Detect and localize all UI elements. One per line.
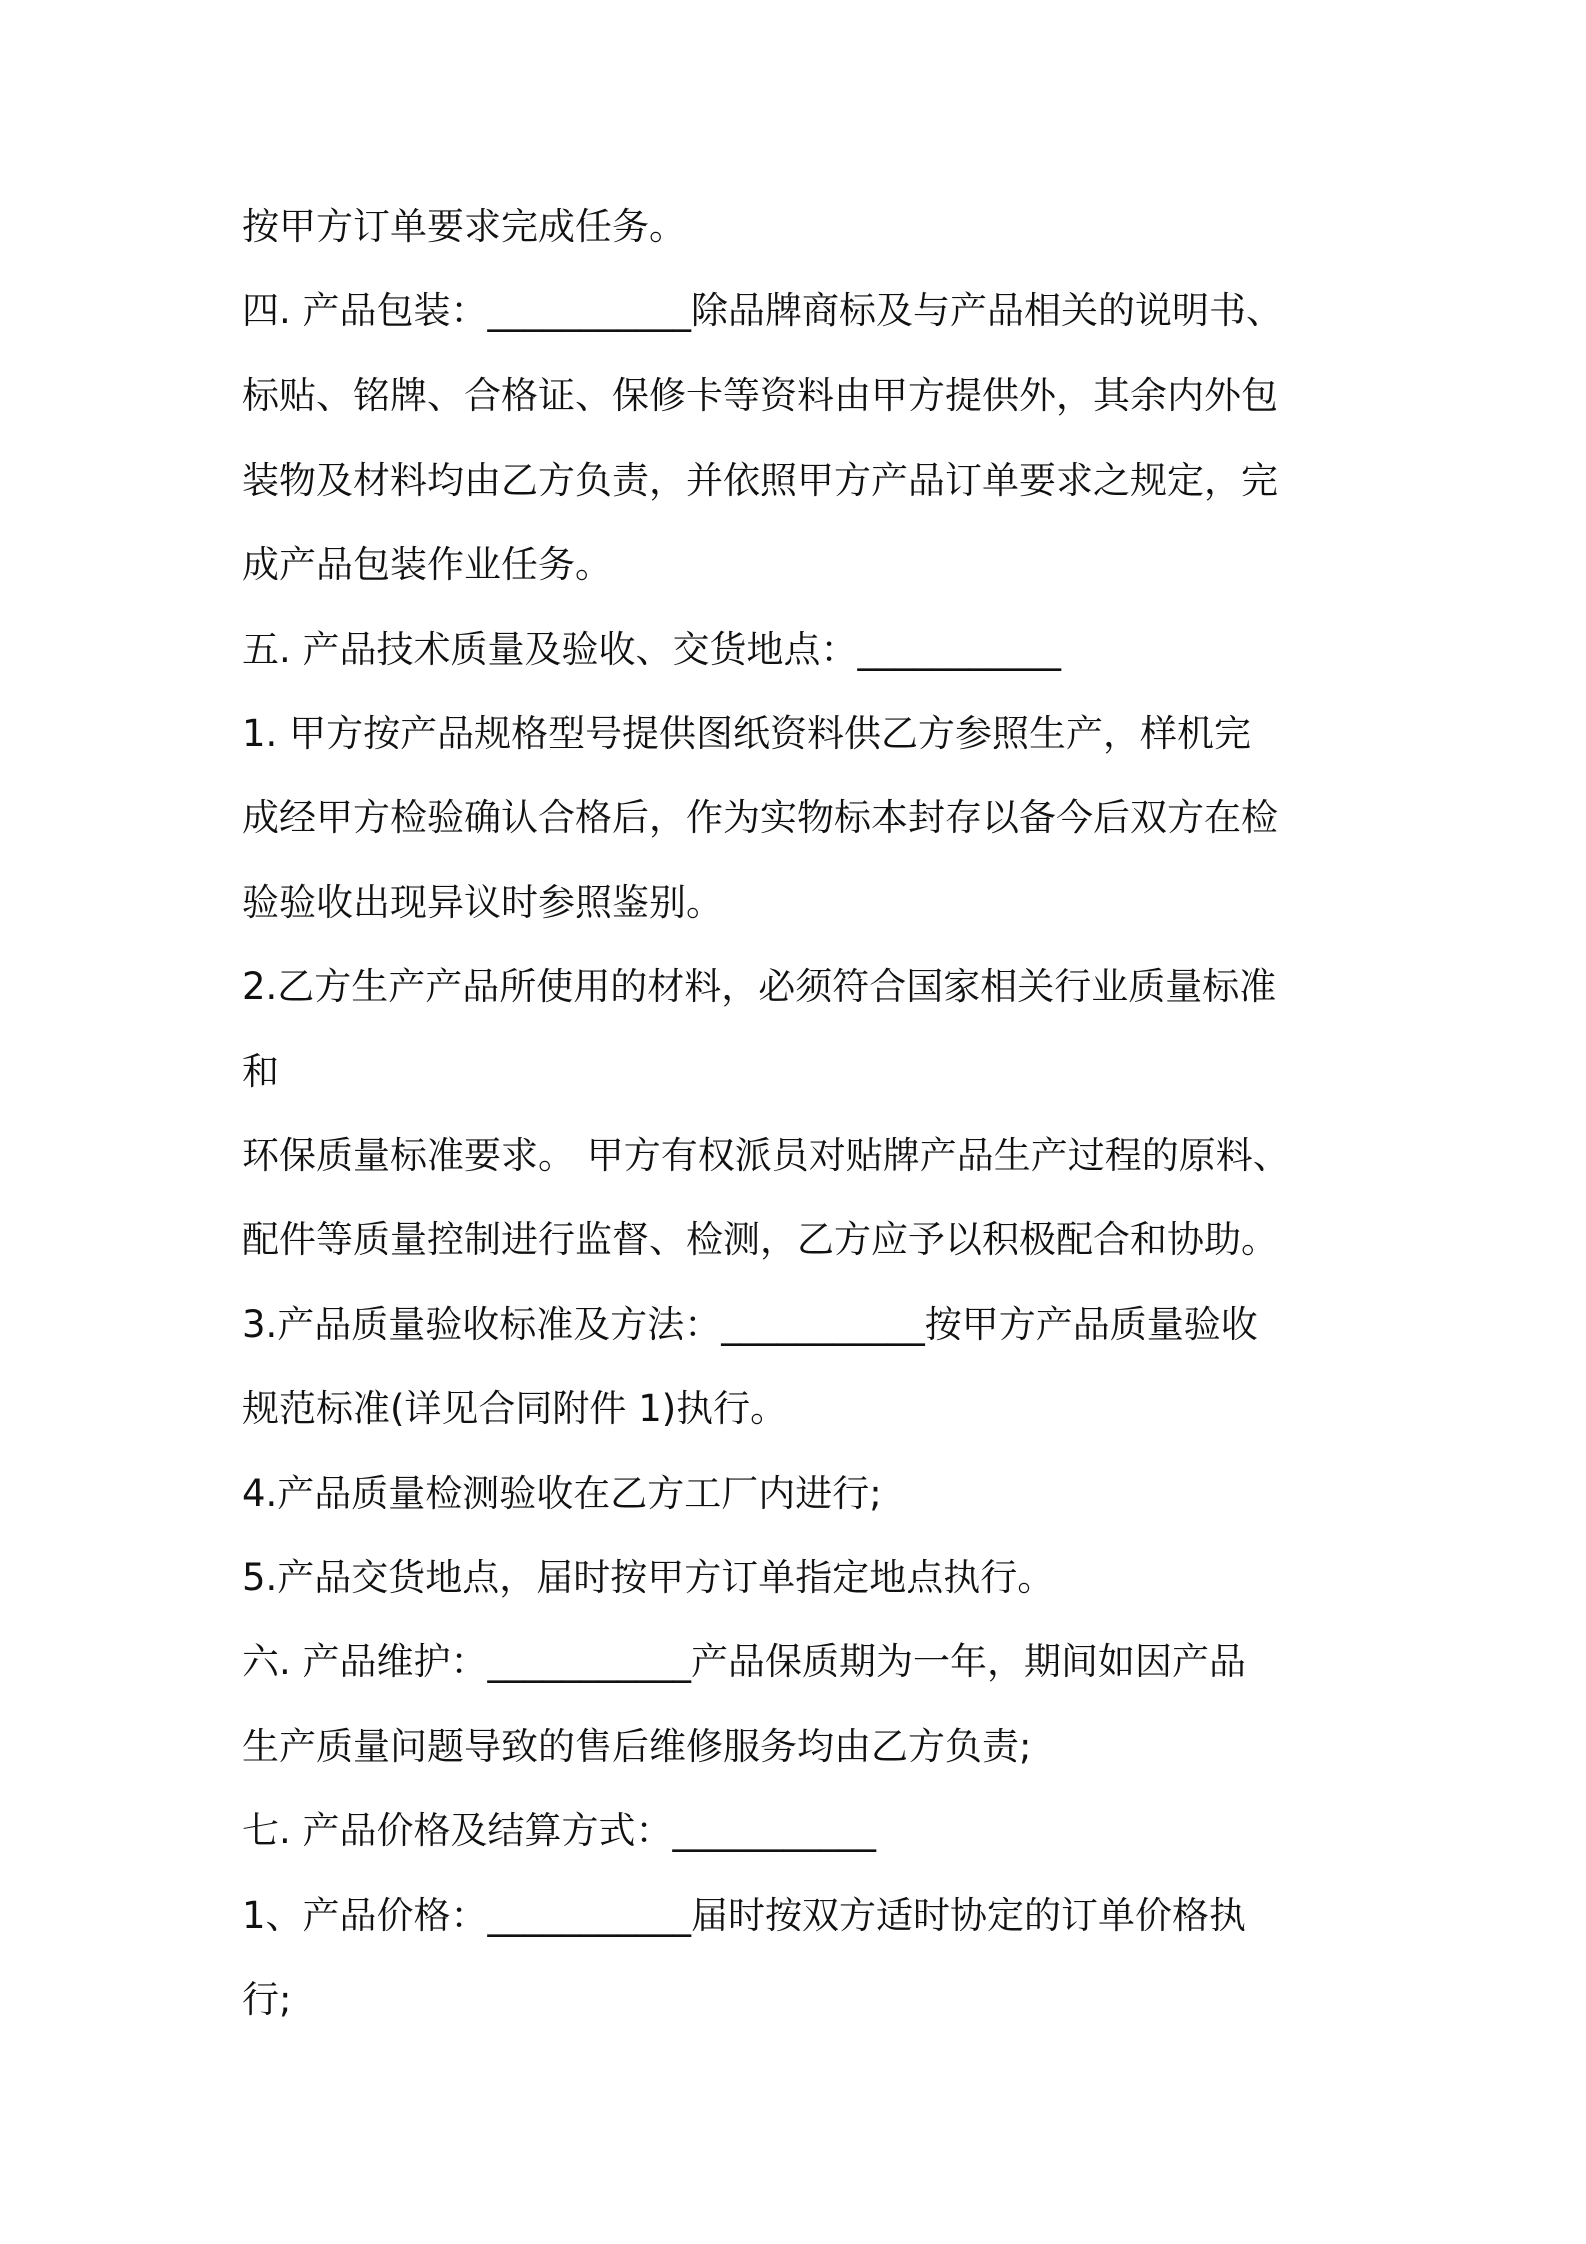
text-line-18: 六. 产品维护：___________产品保质期为一年，期间如因产品 xyxy=(242,1640,1247,1683)
text-line-13: 配件等质量控制进行监督、检测，乙方应予以积极配合和协助。 xyxy=(242,1218,1278,1261)
text-line-19: 生产质量问题导致的售后维修服务均由乙方负责; xyxy=(242,1725,1032,1768)
text-line-21: 1、产品价格：___________届时按双方适时协定的订单价格执 xyxy=(242,1894,1247,1937)
text-line-7: 1. 甲方按产品规格型号提供图纸资料供乙方参照生产，样机完 xyxy=(242,712,1252,755)
text-line-4: 装物及材料均由乙方负责，并依照甲方产品订单要求之规定，完 xyxy=(242,459,1278,502)
text-line-12: 环保质量标准要求。 甲方有权派员对贴牌产品生产过程的原料、 xyxy=(242,1134,1290,1177)
text-line-3: 标贴、铭牌、合格证、保修卡等资料由甲方提供外，其余内外包 xyxy=(242,374,1278,417)
text-line-14: 3.产品质量验收标准及方法：___________按甲方产品质量验收 xyxy=(242,1303,1258,1346)
text-line-8: 成经甲方检验确认合格后，作为实物标本封存以备今后双方在检 xyxy=(242,796,1278,839)
text-line-9: 验验收出现异议时参照鉴别。 xyxy=(242,881,723,924)
text-line-11: 和 xyxy=(242,1050,279,1093)
text-line-17: 5.产品交货地点，届时按甲方订单指定地点执行。 xyxy=(242,1556,1055,1599)
text-line-5: 成产品包装作业任务。 xyxy=(242,543,612,586)
text-line-10: 2.乙方生产产品所使用的材料，必须符合国家相关行业质量标准 xyxy=(242,965,1277,1008)
text-line-20: 七. 产品价格及结算方式：___________ xyxy=(242,1809,877,1852)
text-line-2: 四. 产品包装：___________除品牌商标及与产品相关的说明书、 xyxy=(242,289,1284,332)
text-line-1: 按甲方订单要求完成任务。 xyxy=(242,205,686,248)
text-line-16: 4.产品质量检测验收在乙方工厂内进行; xyxy=(242,1472,882,1515)
text-line-6: 五. 产品技术质量及验收、交货地点：___________ xyxy=(242,628,1062,671)
text-line-22: 行; xyxy=(242,1978,292,2021)
text-line-15: 规范标准(详见合同附件 1)执行。 xyxy=(242,1387,788,1430)
